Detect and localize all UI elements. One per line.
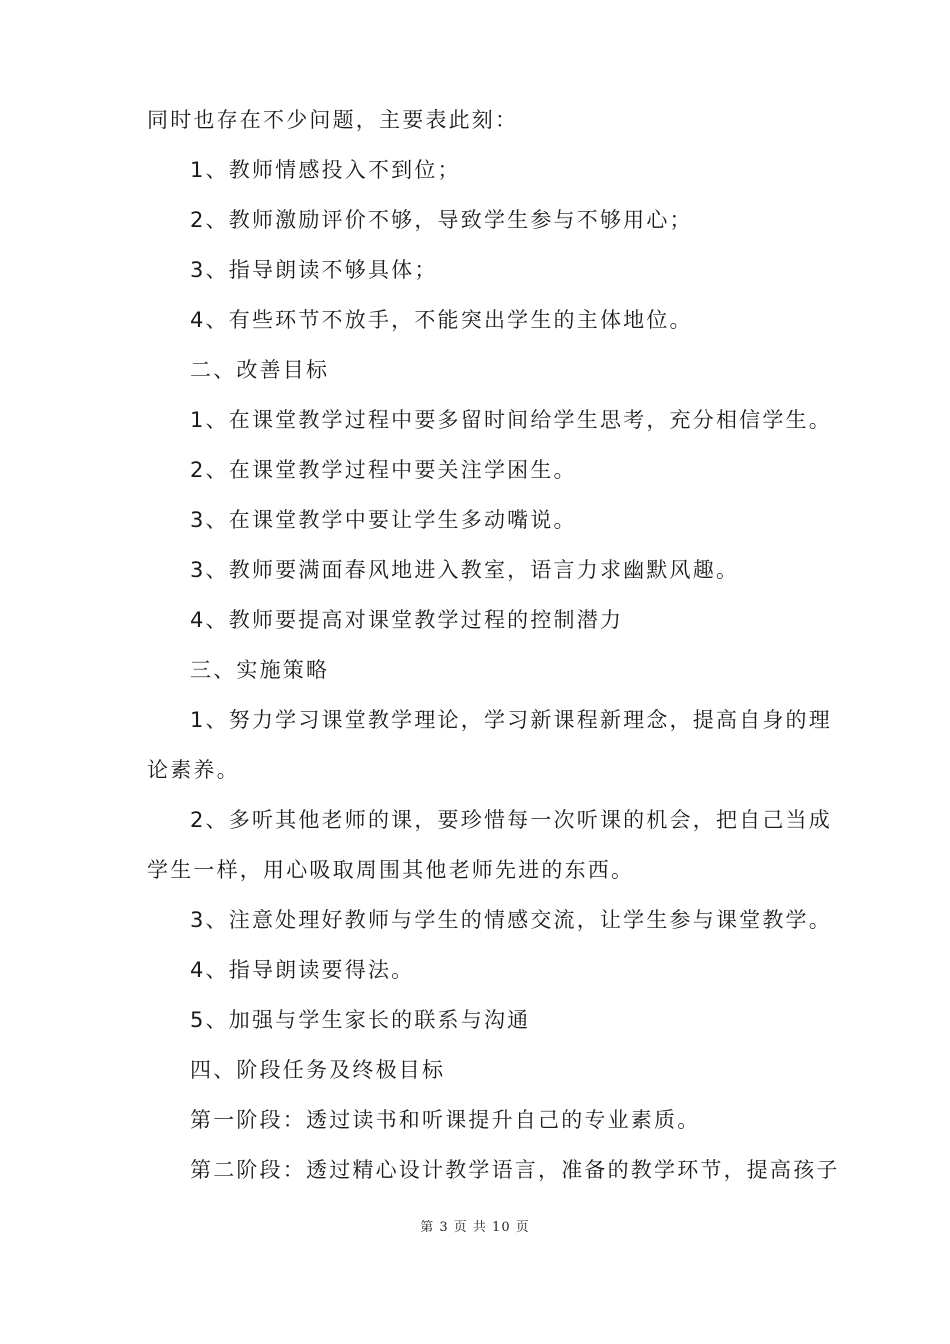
paragraph-line: 3、指导朗读不够具体； [190, 258, 438, 282]
paragraph-line: 2、在课堂教学过程中要关注学困生。 [190, 458, 577, 482]
paragraph-line: 3、注意处理好教师与学生的情感交流，让学生参与课堂教学。 [190, 908, 832, 932]
paragraph-line: 学生一样，用心吸取周围其他老师先进的东西。 [147, 858, 635, 882]
paragraph-line: 4、指导朗读要得法。 [190, 958, 415, 982]
paragraph-line: 3、在课堂教学中要让学生多动嘴说。 [190, 508, 577, 532]
paragraph-line: 5、加强与学生家长的联系与沟通 [190, 1008, 531, 1032]
paragraph-line: 4、教师要提高对课堂教学过程的控制潜力 [190, 608, 624, 632]
paragraph-line: 1、在课堂教学过程中要多留时间给学生思考，充分相信学生。 [190, 408, 832, 432]
paragraph-line: 第二阶段：透过精心设计教学语言，准备的教学环节，提高孩子 [190, 1158, 840, 1182]
paragraph-line: 3、教师要满面春风地进入教室，语言力求幽默风趣。 [190, 558, 740, 582]
paragraph-line: 同时也存在不少问题，主要表此刻： [147, 108, 519, 132]
page-number-footer: 第 3 页 共 10 页 [420, 1220, 530, 1235]
paragraph-line: 4、有些环节不放手，不能突出学生的主体地位。 [190, 308, 693, 332]
paragraph-line: 1、努力学习课堂教学理论，学习新课程新理念，提高自身的理 [190, 708, 832, 732]
paragraph-line: 论素养。 [147, 758, 240, 782]
paragraph-line: 第一阶段：透过读书和听课提升自己的专业素质。 [190, 1108, 701, 1132]
section-heading: 四、阶段任务及终极目标 [190, 1058, 446, 1082]
section-heading: 二、改善目标 [190, 358, 330, 382]
paragraph-line: 2、教师激励评价不够，导致学生参与不够用心； [190, 208, 693, 232]
paragraph-line: 1、教师情感投入不到位； [190, 158, 461, 182]
section-heading: 三、实施策略 [190, 658, 330, 682]
paragraph-line: 2、多听其他老师的课，要珍惜每一次听课的机会，把自己当成 [190, 808, 832, 832]
